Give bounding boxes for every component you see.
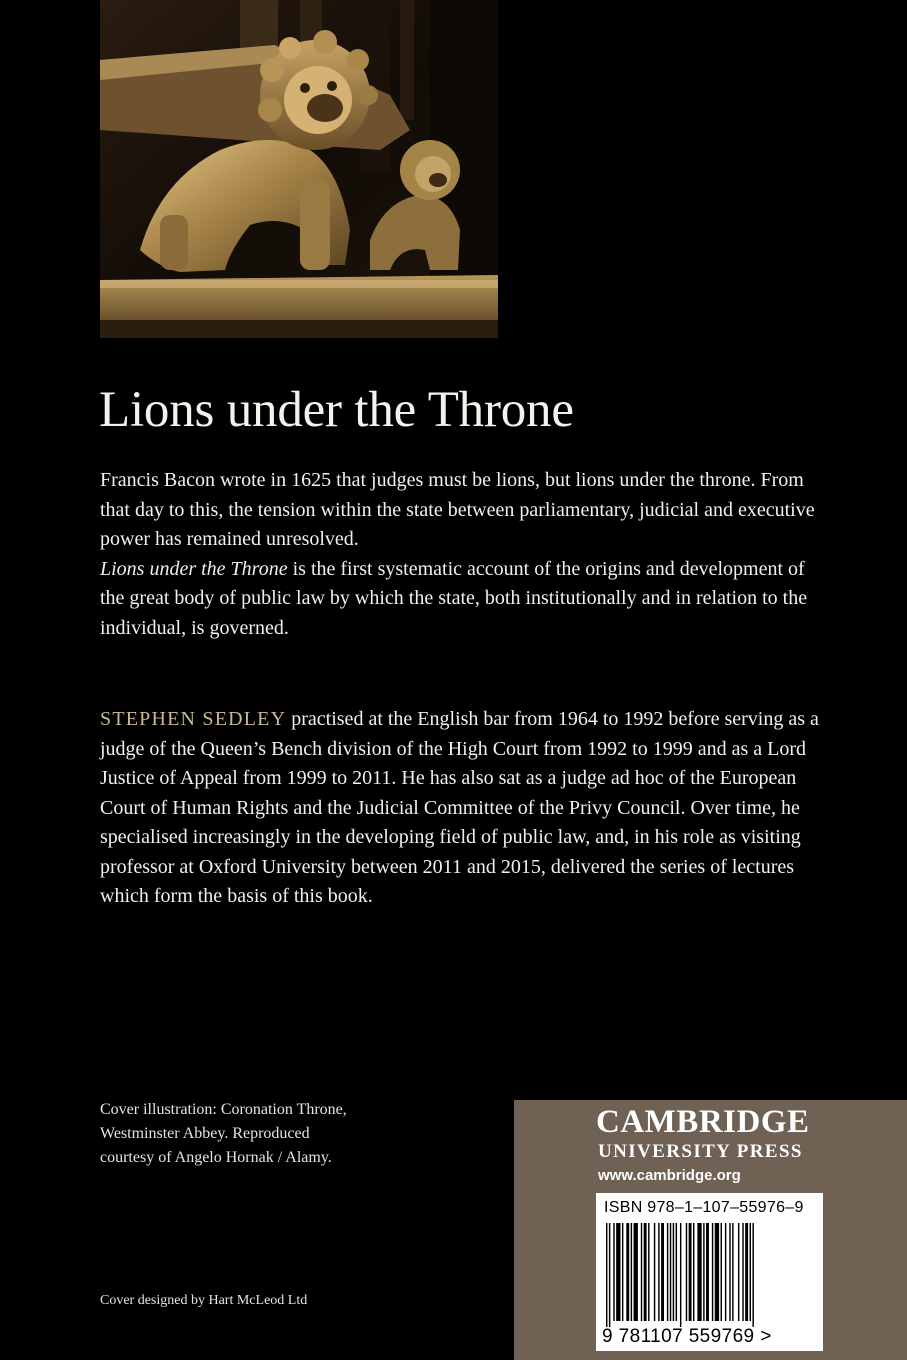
publisher-panel <box>514 1100 907 1360</box>
barcode-bar <box>616 1223 620 1321</box>
barcode-bar <box>676 1223 677 1321</box>
barcode-bar <box>626 1223 629 1321</box>
cover-photo <box>100 0 498 338</box>
barcode-bar <box>750 1223 751 1321</box>
barcode-bar <box>729 1223 730 1321</box>
barcode-bar <box>606 1223 607 1327</box>
barcode-bar <box>609 1223 610 1327</box>
barcode-bar <box>654 1223 655 1321</box>
lion-statue-photo-icon <box>100 0 498 338</box>
blurb-book-title-italic: Lions under the Throne <box>100 557 288 580</box>
cover-illustration-credit <box>100 1098 390 1170</box>
barcode-bar <box>686 1223 687 1321</box>
barcode-bar <box>689 1223 692 1321</box>
publisher-subtitle: UNIVERSITY PRESS <box>598 1141 803 1162</box>
blurb-text: Francis Bacon wrote in 1625 that judges must be lions, but lions under the throne. From that day to this, the tension within the state between parliamentary, judicial and executive power has remained unresolved. <box>100 469 815 550</box>
ean-digits: 9 781107 559769 > <box>602 1326 772 1347</box>
barcode-bar <box>732 1223 733 1321</box>
barcode-bar <box>644 1223 647 1321</box>
barcode-bar <box>634 1223 638 1321</box>
barcode-bar <box>706 1223 709 1321</box>
barcode-bar <box>693 1223 694 1321</box>
barcode-bar <box>745 1223 748 1321</box>
author-bio <box>100 705 820 912</box>
barcode-bar <box>658 1223 659 1321</box>
credit-line: Cover illustration: Coronation Throne, <box>100 1101 347 1118</box>
barcode-bar <box>680 1223 681 1327</box>
barcode-bar <box>715 1223 719 1321</box>
barcode-bar <box>703 1223 704 1321</box>
designer-credit: Cover designed by Hart McLeod Ltd <box>100 1293 308 1308</box>
barcode-bar <box>673 1223 674 1321</box>
barcode-bar <box>631 1223 632 1321</box>
barcode-bar <box>667 1223 668 1321</box>
barcode-bar <box>622 1223 623 1321</box>
blurb-paragraph <box>100 466 820 643</box>
barcode-bar <box>712 1223 713 1321</box>
isbn-label: ISBN 978–1–107–55976–9 <box>604 1199 804 1216</box>
credit-line: Westminster Abbey. Reproduced <box>100 1125 310 1142</box>
author-bio-text: practised at the English bar from 1964 to 1992 before serving as a judge of the Queen’s Bench division of the High Court from 1992 to 1999 and as a Lord Justice of Appeal from 1999 to 2011. He has also sat as a judge ad hoc of the European Court of Human Rights and the Judicial Committee of the Privy Council. Over time, he specialised increasingly in the developing field of public law, and, in his role as visiting professor at Oxford University between 2011 and 2015, delivered the series of lectures which form the basis of this book. <box>100 708 819 907</box>
barcode-bar <box>661 1223 664 1321</box>
barcode-icon <box>604 1223 815 1327</box>
barcode-bar <box>742 1223 743 1321</box>
publisher-url: www.cambridge.org <box>598 1167 741 1184</box>
barcode-bar <box>697 1223 701 1321</box>
author-name: STEPHEN SEDLEY <box>100 708 287 730</box>
blurb-text-continued: is the first systematic account of the origins and development of the great body of public law by which the state, both institutionally and in relation to the individual, is governed. <box>100 557 808 639</box>
publisher-name: CAMBRIDGE <box>596 1104 810 1140</box>
barcode-bar <box>725 1223 726 1321</box>
book-title: Lions under the Throne <box>99 382 574 438</box>
barcode-bar <box>752 1223 753 1327</box>
barcode-bar <box>648 1223 649 1321</box>
barcode-bar <box>613 1223 614 1321</box>
barcode-bar <box>670 1223 671 1321</box>
isbn-barcode <box>596 1193 823 1351</box>
credit-line: courtesy of Angelo Hornak / Alamy. <box>100 1149 332 1166</box>
barcode-bar <box>641 1223 642 1321</box>
barcode-bar <box>738 1223 739 1321</box>
barcode-bar <box>721 1223 722 1321</box>
